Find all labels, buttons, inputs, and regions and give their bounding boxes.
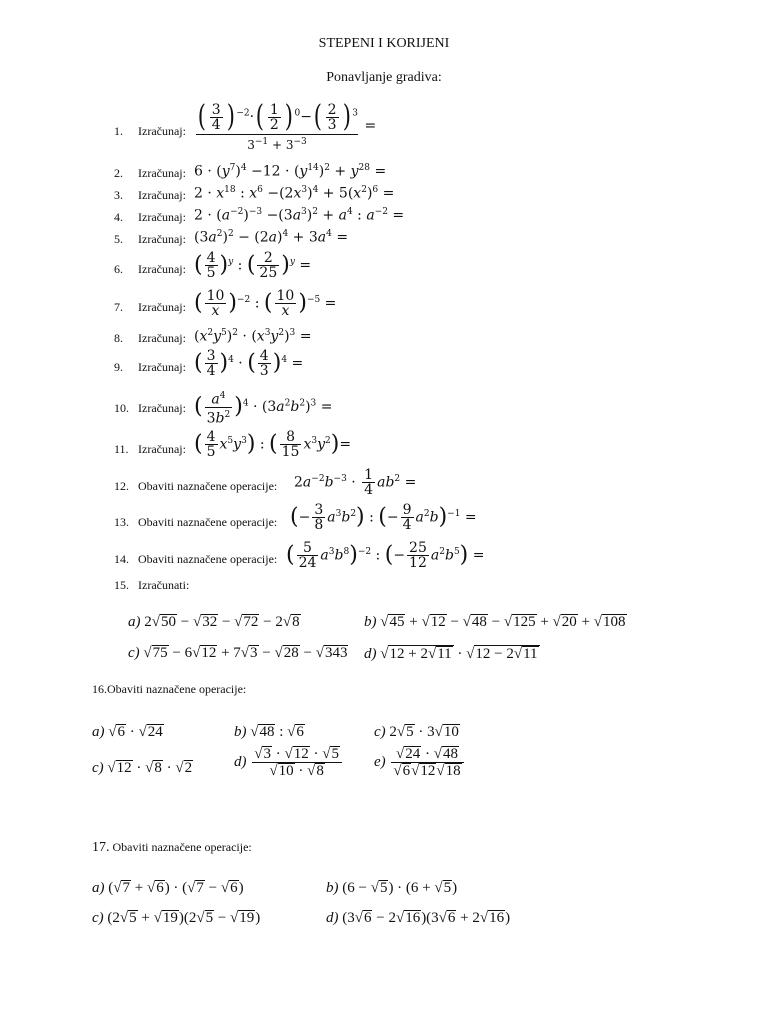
item-label-13: Obaviti naznačene operacije: [138,515,278,529]
expression-3: $2 \cdot x^{18}$ : $x^6 -(2x^3)^4 + 5(x^2)^6$ = [194,185,395,202]
expression-11: ( $\frac{4}{5}$ $x^5y^3$) : ( $\frac{8}{15}$ $x^3y^2)=$ [194,429,352,460]
task17-heading: 17. Obaviti naznačene operacije: [92,840,252,855]
task15-a: a) 2√50 − √32 − √72 − 2√8 [128,614,300,630]
item-number-1: 1. [114,124,123,138]
expression-13: (− $\frac{3}{8}$ $a^3b^2$) : (− $\frac{9}{4}$ $a^2b)^{-1}$ = [290,502,477,533]
task16-heading: 16.Obaviti naznačene operacije: [92,682,247,696]
item-label-5: Izračunaj: [138,232,186,246]
item-label-14: Obaviti naznačene operacije: [138,552,278,566]
task16-b: b) √48 : √6 [234,724,304,740]
item-label-7: Izračunaj: [138,300,186,314]
item-label-8: Izračunaj: [138,331,186,345]
task17-c: c) (2√5 + √19)(2√5 − √19) [92,910,261,926]
item-label-11: Izračunaj: [138,442,186,456]
item-label-6: Izračunaj: [138,262,186,276]
item-number-6: 6. [114,262,123,276]
expression-10: ( $\frac{a^4}{3b^2}$ )$^4 \cdot (3a^2b^2)^3$ = [194,391,333,427]
task17-d: d) (3√6 − 2√16)(3√6 + 2√16) [326,910,511,926]
task16-c: c) 2√5 · 3√10 [374,724,459,740]
expression-4: $2 \cdot (a^{-2})^{-3} -(3a^3)^2 + a^4$ : $a^{-2}$ = [194,207,405,224]
item-number-12: 12. [114,479,129,493]
item-label-1: Izračunaj: [138,124,186,138]
expression-5: $(3a^2)^2 - (2a)^4 + 3a^4$ = [194,229,349,246]
item-label-10: Izračunaj: [138,401,186,415]
expression-8: $(x^2y^5)^2 \cdot (x^3y^2)^3$ = [194,328,312,345]
item-number-5: 5. [114,232,123,246]
task17-a: a) (√7 + √6) · (√7 − √6) [92,880,244,896]
task17-b: b) (6 − √5) · (6 + √5) [326,880,458,896]
expression-12: $2a^{-2}b^{-3}$ · $\frac{1}{4}$ $ab^2$ = [294,467,417,498]
item-label-15: Izračunati: [138,578,190,592]
item-label-9: Izračunaj: [138,360,186,374]
item-number-15: 15. [114,578,129,592]
task16-e: e) $\frac{√24 \cdot √48}{√6√12√18}$ [374,746,466,779]
item-number-13: 13. [114,515,129,529]
item-number-11: 11. [114,442,129,456]
page-title: STEPENI I KORIJENI [318,36,450,51]
task15-c: c) √75 − 6√12 + 7√3 − √28 − √343 [128,645,348,661]
item-number-2: 2. [114,166,123,180]
item-label-12: Obaviti naznačene operacije: [138,479,278,493]
item-label-4: Izračunaj: [138,210,186,224]
item-label-3: Izračunaj: [138,188,186,202]
expression-1: ( $\frac{3}{4}$ ) $^{-2}$·( $\frac{1}{2}$ ) $^0$−( $\frac{2}{3}$ ) $^3$ $3^{-1} + 3^{-3}$ = [197,99,377,152]
expression-7: ( $\frac{10}{x}$ )$^{-2}$ : ( $\frac{10}{x}$ )$^{-5}$ = [194,288,337,319]
item-number-7: 7. [114,300,123,314]
item-number-9: 9. [114,360,123,374]
expression-2: $6 \cdot (y^7)^4 -12 \cdot (y^{14})^2 + y^{28}$ = [194,163,387,180]
task16-c2: c) √12 · √8 · √2 [92,760,193,776]
page-subtitle: Ponavljanje gradiva: [326,70,442,85]
task15-b: b) √45 + √12 − √48 − √125 + √20 + √108 [364,614,626,630]
expression-6: ( $\frac{4}{5}$ )$^y$ : ( $\frac{2}{25}$ )$^y$ = [194,250,312,281]
expression-14: ( $\frac{5}{24}$ $a^3b^8)^{-2}$ : (− $\frac{25}{12}$ $a^2b^5$) = [286,540,485,571]
item-number-3: 3. [114,188,123,202]
task16-d: d) $\frac{√3 \cdot √12 \cdot √5}{√10 \cdot √8}$ [234,746,344,779]
expression-9: ( $\frac{3}{4}$ )$^4$ · ( $\frac{4}{3}$ )$^4$ = [194,348,304,379]
item-label-2: Izračunaj: [138,166,186,180]
item-number-8: 8. [114,331,123,345]
task15-d: d) √12 + 2√11 · √12 − 2√11 [364,646,538,662]
task16-a: a) √6 · √24 [92,724,163,740]
item-number-10: 10. [114,401,129,415]
item-number-14: 14. [114,552,129,566]
item-number-4: 4. [114,210,123,224]
